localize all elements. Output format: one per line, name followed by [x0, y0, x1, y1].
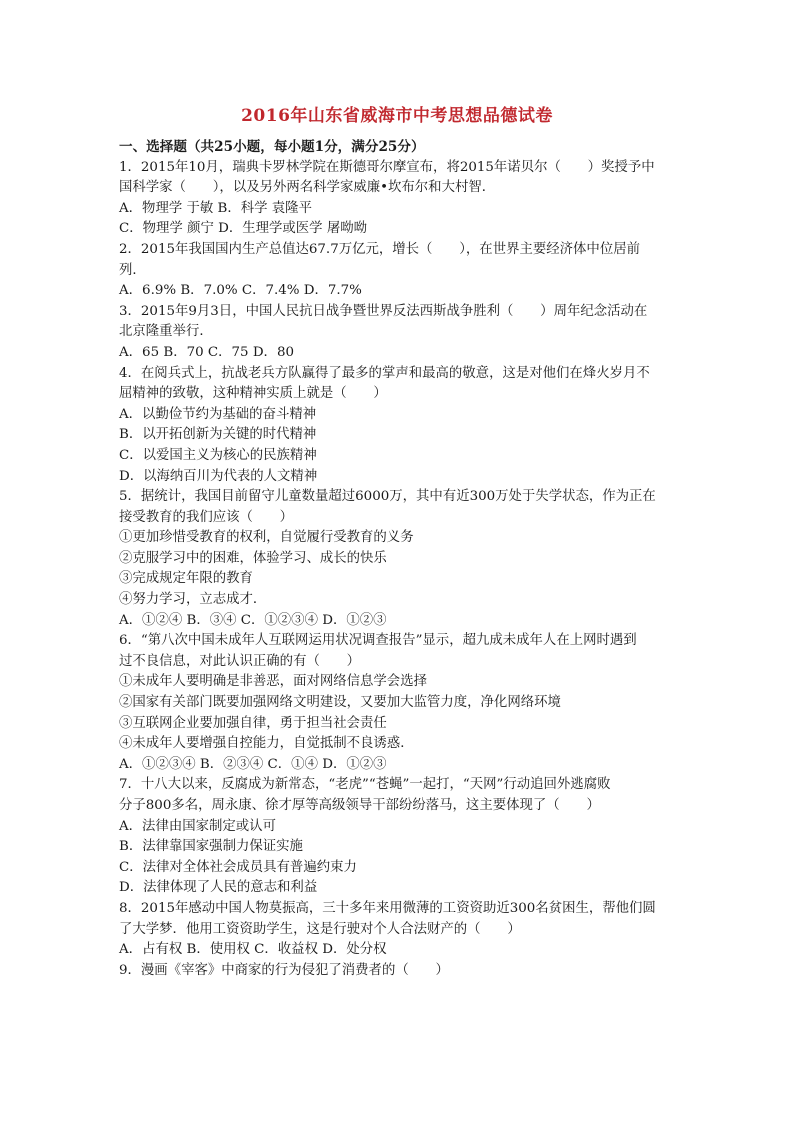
text-line: ③完成规定年限的教育: [119, 571, 253, 587]
section-heading: 一、选择题（共25小题，每小题1分，满分25分）: [119, 139, 425, 155]
text-line: D．以海纳百川为代表的人文精神: [119, 468, 318, 484]
text-line: 过不良信息，对此认识正确的有（ ）: [119, 653, 361, 669]
text-line: 屈精神的致敬，这种精神实质上就是（ ）: [119, 386, 387, 402]
text-line: 3．2015年9月3日，中国人民抗日战争暨世界反法西斯战争胜利（ ）周年纪念活动在: [119, 303, 648, 319]
text-line: 4．在阅兵式上，抗战老兵方队赢得了最多的掌声和最高的敬意，这是对他们在烽火岁月不: [119, 365, 650, 381]
text-line: 7．十八大以来，反腐成为新常态，“老虎”“苍蝇”一起打，“天网”行动追回外逃腐败: [119, 777, 611, 793]
text-line: 国科学家（ ），以及另外两名科学家威廉•坎布尔和大村智．: [119, 180, 496, 196]
text-line: 列．: [119, 262, 146, 278]
text-line: ②克服学习中的困难，体验学习、成长的快乐: [119, 550, 387, 566]
text-line: 北京隆重举行．: [119, 324, 213, 340]
text-line: ①更加珍惜受教育的权利，自觉履行受教育的义务: [119, 530, 414, 546]
text-line: D．法律体现了人民的意志和利益: [119, 880, 318, 896]
text-line: 9．漫画《宰客》中商家的行为侵犯了消费者的（ ）: [119, 962, 449, 978]
text-line: B．以开拓创新为关键的时代精神: [119, 427, 317, 443]
text-line: 了大学梦．他用工资资助学生，这是行驶对个人合法财产的（ ）: [119, 921, 521, 937]
text-line: ④努力学习，立志成才．: [119, 592, 267, 608]
text-line: A．法律由国家制定或认可: [119, 818, 276, 834]
text-line: 1．2015年10月，瑞典卡罗林学院在斯德哥尔摩宣布，将2015年诺贝尔（ ）奖授予中: [119, 159, 655, 175]
exam-title: 2016年山东省威海市中考思想品德试卷: [241, 106, 553, 126]
text-line: ④未成年人要增强自控能力，自觉抵制不良诱惑．: [119, 736, 414, 752]
exam-content: [119, 137, 679, 981]
text-line: A．①②④ B．③④ C．①②③④ D．①②③: [119, 612, 387, 628]
text-line: 分子800多名，周永康、徐才厚等高级领导干部纷纷落马，这主要体现了（ ）: [119, 798, 600, 813]
text-line: A．65 B．70 C．75 D．80: [119, 344, 294, 360]
text-line: 2．2015年我国国内生产总值达67.7万亿元，增长（ ），在世界主要经济体中位居前: [119, 241, 640, 257]
text-line: A．占有权 B．使用权 C．收益权 D．处分权: [119, 942, 387, 958]
text-line: ③互联网企业要加强自律，勇于担当社会责任: [119, 715, 387, 731]
text-line: C．物理学 颜宁 D．生理学或医学 屠呦呦: [119, 221, 367, 237]
text-line: C．法律对全体社会成员具有普遍约束力: [119, 859, 357, 875]
text-line: 8．2015年感动中国人物莫振高，三十多年来用微薄的工资资助近300名贫困生，帮他们圆: [119, 900, 656, 916]
text-line: B．法律靠国家强制力保证实施: [119, 839, 303, 855]
text-line: 6．“第八次中国未成年人互联网运用状况调查报告”显示，超九成未成年人在上网时遇到: [119, 633, 637, 649]
text-line: A．物理学 于敏 B．科学 袁隆平: [119, 200, 312, 216]
text-line: 接受教育的我们应该（ ）: [119, 509, 294, 525]
text-line: A．以勤俭节约为基础的奋斗精神: [119, 406, 317, 422]
text-line: ②国家有关部门既要加强网络文明建设，又要加大监管力度，净化网络环境: [119, 695, 561, 711]
text-line: C．以爱国主义为核心的民族精神: [119, 447, 317, 463]
text-line: 5．据统计，我国目前留守儿童数量超过6000万，其中有近300万处于失学状态，作为正在: [119, 489, 656, 505]
text-line: A．6.9% B．7.0% C．7.4% D．7.7%: [119, 283, 362, 299]
text-line: A．①②③④ B．②③④ C．①④ D．①②③: [119, 756, 387, 772]
text-line: ①未成年人要明确是非善恶，面对网络信息学会选择: [119, 674, 427, 690]
